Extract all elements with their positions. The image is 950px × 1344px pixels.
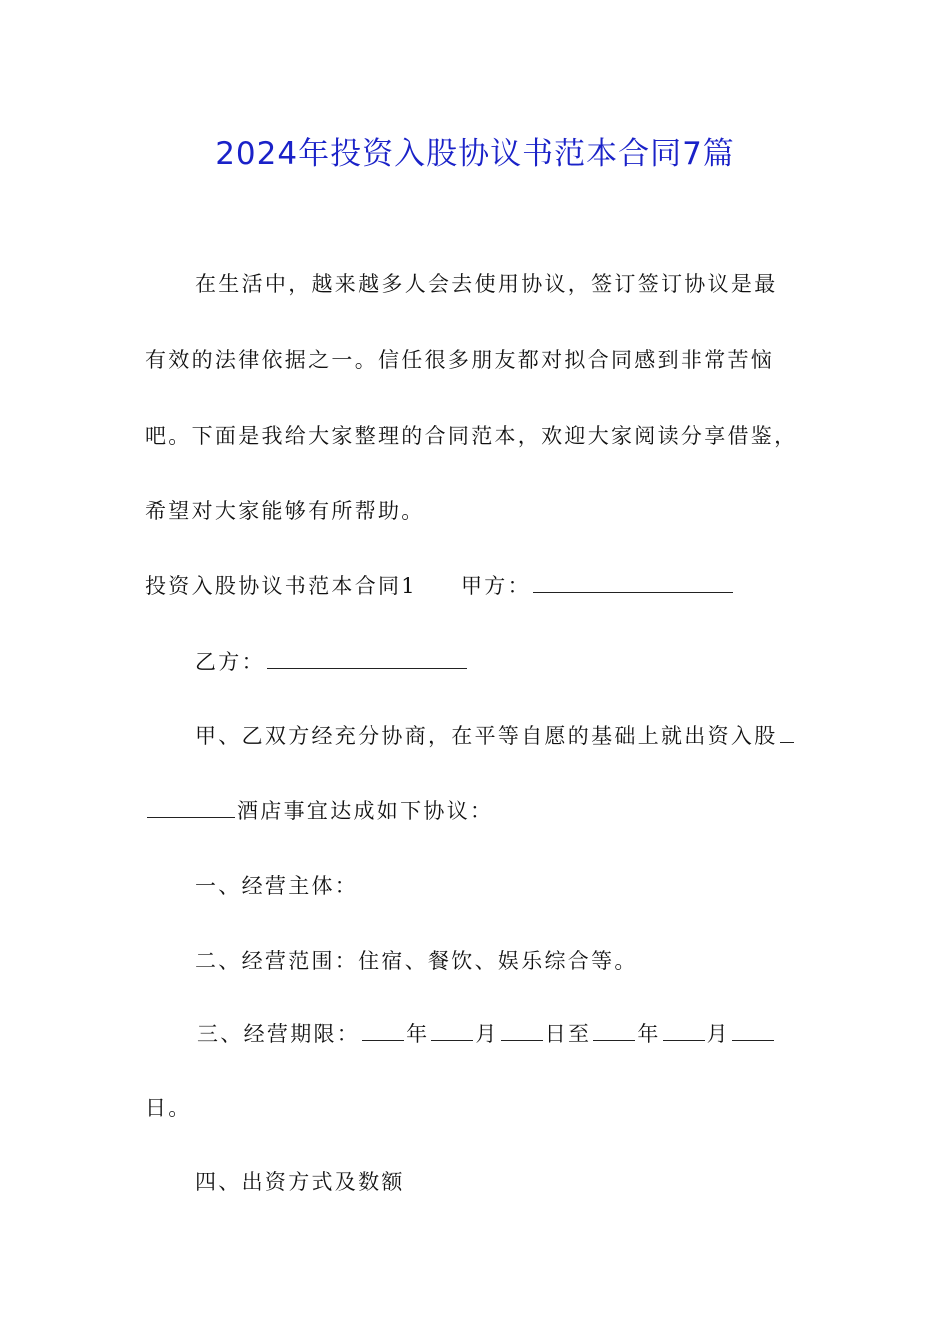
end-year-blank — [593, 1018, 635, 1041]
start-day-blank — [501, 1018, 543, 1041]
contract-heading: 投资入股协议书范本合同1 — [145, 574, 417, 598]
intro-line-4: 希望对大家能够有所帮助。 — [145, 499, 425, 523]
agreement-text-1: 甲、乙双方经充分协商，在平等自愿的基础上就出资入股 — [195, 724, 778, 748]
party-b-line — [195, 644, 875, 680]
contract-heading-line — [145, 568, 825, 604]
document-title: 2024年投资入股协议书范本合同7篇 — [215, 136, 735, 172]
party-a-blank — [533, 570, 733, 593]
end-day-blank — [732, 1018, 774, 1041]
intro-line-2: 有效的法律依据之一。信任很多朋友都对拟合同感到非常苦恼 — [145, 348, 775, 372]
item-3 — [197, 1016, 877, 1052]
day-to-text: 日至 — [544, 1022, 592, 1046]
party-b-label: 乙方： — [195, 650, 265, 674]
start-month-blank — [431, 1018, 473, 1041]
agreement-text-2: 酒店事宜达成如下协议： — [237, 799, 494, 823]
month-text-2: 月 — [706, 1022, 730, 1046]
item-1: 一、经营主体： — [195, 874, 359, 898]
agreement-line-1 — [195, 718, 875, 754]
hotel-name-blank-end — [147, 795, 235, 818]
agreement-line-2 — [145, 793, 825, 829]
party-b-blank — [267, 646, 467, 669]
intro-line-3: 吧。下面是我给大家整理的合同范本，欢迎大家阅读分享借鉴， — [145, 424, 798, 448]
item-2: 二、经营范围：住宿、餐饮、娱乐综合等。 — [195, 949, 638, 973]
year-text-2: 年 — [637, 1022, 661, 1046]
item-3-label: 三、经营期限： — [197, 1022, 361, 1046]
item-4: 四、出资方式及数额 — [195, 1170, 405, 1194]
item-3-end: 日。 — [145, 1096, 192, 1120]
hotel-name-blank-start — [780, 720, 794, 743]
year-text: 年 — [406, 1022, 430, 1046]
intro-line-1: 在生活中，越来越多人会去使用协议，签订签订协议是最 — [195, 272, 778, 296]
party-a-label: 甲方： — [460, 574, 531, 598]
end-month-blank — [663, 1018, 705, 1041]
month-text: 月 — [475, 1022, 499, 1046]
start-year-blank — [362, 1018, 404, 1041]
